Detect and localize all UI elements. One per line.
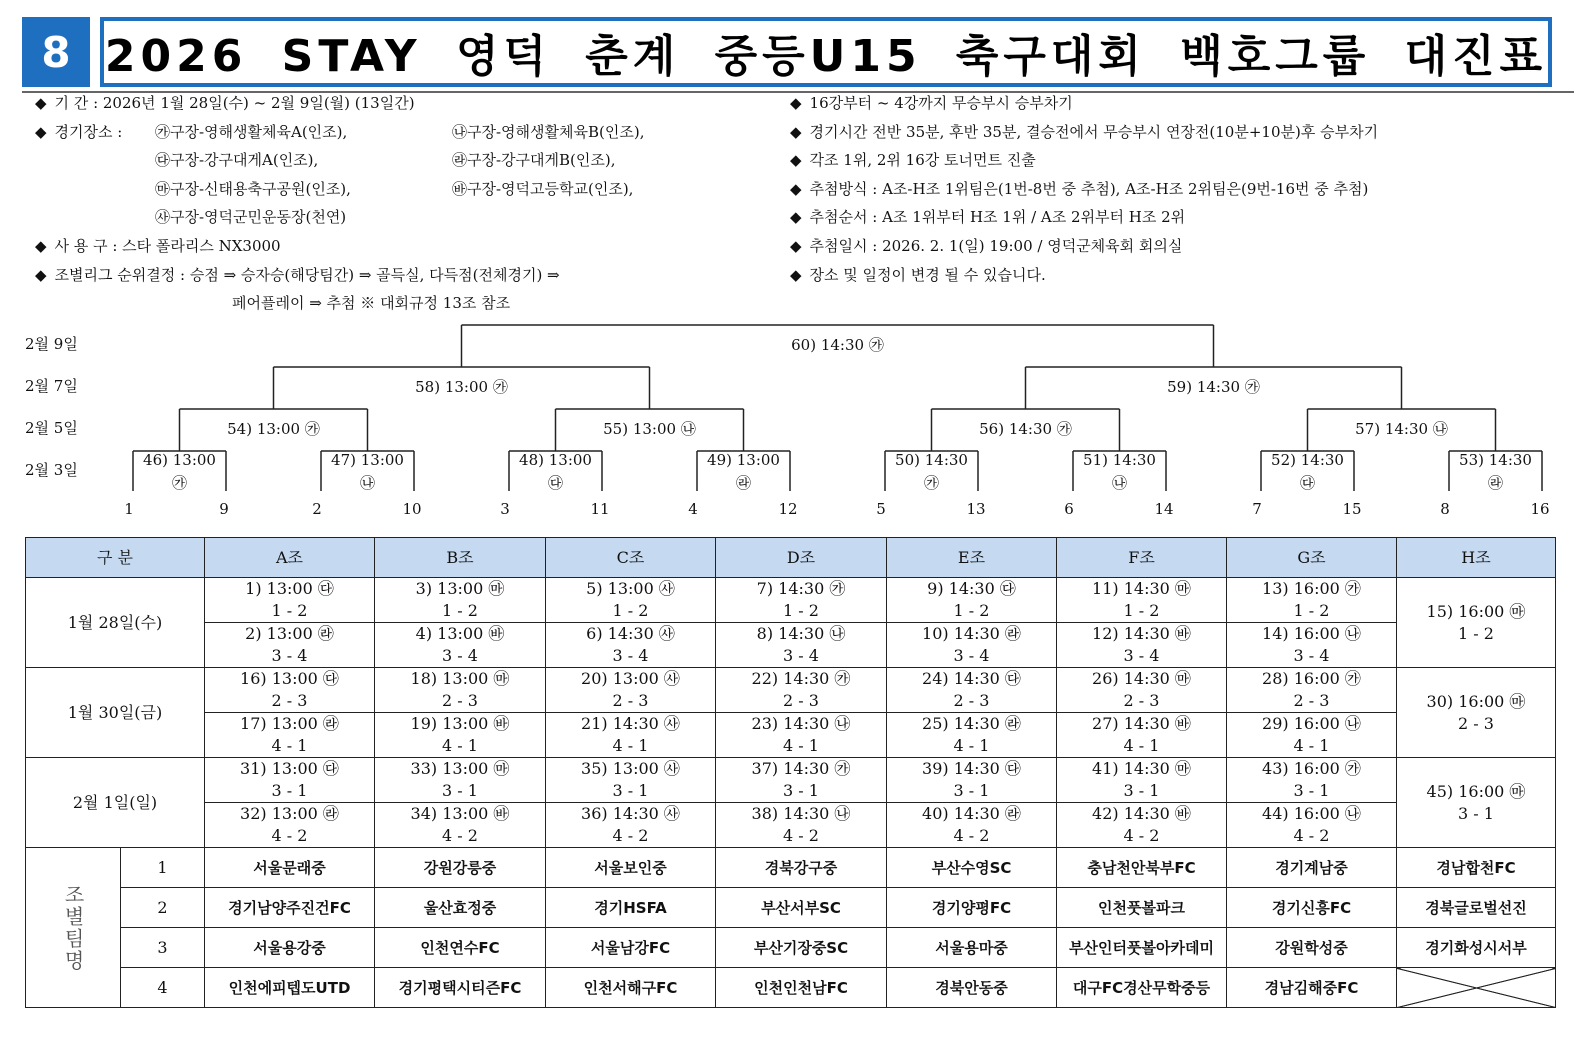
info-note [790,236,1182,256]
r16-venue-label: ㉰ [547,474,564,492]
info-text: 각조 1위, 2위 16강 토너먼트 진출 [809,151,1036,170]
match-cell [887,623,1057,668]
team-name: 경기평택시티즌FC [375,968,546,1008]
match-time: 39) 14:30 ㉰ [922,759,1021,778]
match-pairing: 3 - 4 [442,646,478,665]
match-cell [716,713,887,758]
match-pairing: 2 - 3 [612,691,649,710]
match-cell [1057,623,1227,668]
info-note [790,265,1046,285]
diamond-bullet-icon: ◆ [790,265,802,284]
group-header: G조 [1227,538,1397,578]
match-pairing: 4 - 2 [612,826,649,845]
venue-item [155,207,346,227]
match-pairing: 3 - 1 [953,781,990,800]
info-ranking [35,265,560,285]
match-cell-h [1397,758,1556,848]
seed-number: 15 [1342,500,1362,518]
match-cell [887,713,1057,758]
match-time: 22) 14:30 ㉮ [751,669,851,688]
match-pairing: 4 - 2 [1293,826,1330,845]
match-pairing: 1 - 2 [1458,623,1494,643]
match-pairing: 3 - 4 [953,646,990,665]
match-time: 16) 13:00 ㉰ [240,669,339,688]
teams-label: 조별팀명 [26,848,121,1008]
match-time: 36) 14:30 ㉴ [581,804,680,823]
match-cell [546,803,716,848]
sf-match-label: 59) 14:30 ㉮ [1167,378,1260,396]
match-pairing: 1 - 2 [1293,601,1330,620]
r16-match-label: 48) 13:00 [519,451,592,469]
info-venue-label [35,122,122,142]
match-row [26,668,1556,713]
match-time: 14) 16:00 ㉯ [1262,624,1361,643]
match-cell [1227,803,1397,848]
team-name: 인천에피텝도UTD [205,968,375,1008]
match-cell [205,623,375,668]
info-ranking-cont [232,293,510,313]
match-pairing: 4 - 1 [953,736,990,755]
team-name: 경기남양주진건FC [205,888,375,928]
match-pairing: 3 - 4 [612,646,649,665]
match-cell [375,758,546,803]
match-cell [205,668,375,713]
r16-match-label: 50) 14:30 [895,451,968,469]
team-name: 인천풋볼파크 [1057,888,1227,928]
match-time: 35) 13:00 ㉴ [581,759,680,778]
match-cell [1227,713,1397,758]
match-cell [716,578,887,623]
r16-venue-label: ㉱ [735,474,752,492]
venue-item [155,179,351,199]
team-row [26,888,1556,928]
match-row [26,758,1556,803]
match-cell [205,578,375,623]
match-cell [1057,758,1227,803]
info-text: 사 용 구 : 스타 폴라리스 NX3000 [54,237,281,255]
team-name: 경기계남중 [1227,848,1397,888]
match-pairing: 2 - 3 [783,691,819,710]
team-name: 인천서해구FC [546,968,716,1008]
match-pairing: 3 - 1 [1458,803,1494,823]
diamond-bullet-icon: ◆ [790,94,802,112]
match-cell [716,623,887,668]
diamond-bullet-icon: ◆ [790,179,802,198]
match-cell [1057,713,1227,758]
page-title-box [100,17,1552,87]
match-time: 12) 14:30 ㉳ [1092,624,1191,643]
team-name: 충남천안북부FC [1057,848,1227,888]
info-note [790,122,1378,142]
diamond-bullet-icon: ◆ [35,94,47,112]
seed-number: 16 [1530,500,1550,518]
match-pairing: 1 - 2 [612,601,649,620]
group-header: D조 [716,538,887,578]
match-time: 38) 14:30 ㉯ [751,804,851,823]
seed-number: 2 [312,500,322,518]
match-pairing: 3 - 4 [783,646,819,665]
diamond-bullet-icon: ◆ [35,237,47,255]
diamond-bullet-icon: ◆ [35,265,47,284]
group-schedule-table [25,537,1556,1008]
match-row [26,713,1556,758]
diamond-bullet-icon: ◆ [790,208,802,227]
match-cell [546,623,716,668]
match-time: 29) 16:00 ㉯ [1262,714,1361,733]
final-match-label: 60) 14:30 ㉮ [791,336,884,354]
match-pairing: 4 - 1 [1293,736,1330,755]
team-rank: 3 [121,928,205,968]
match-row [26,578,1556,623]
match-time: 25) 14:30 ㉱ [922,714,1021,733]
r16-venue-label: ㉮ [923,474,940,492]
r16-venue-label: ㉱ [1487,474,1504,492]
seed-number: 1 [124,500,134,518]
group-header: H조 [1397,538,1556,578]
match-cell [716,758,887,803]
match-time: 32) 13:00 ㉱ [240,804,339,823]
match-cell [887,578,1057,623]
match-pairing: 1 - 2 [953,601,990,620]
match-time: 19) 13:00 ㉳ [410,714,510,733]
team-name: 경북강구중 [716,848,887,888]
match-pairing: 3 - 4 [1293,646,1330,665]
info-note [790,179,1368,199]
match-time: 23) 14:30 ㉯ [751,714,851,733]
info-text: 추첨순서 : A조 1위부터 H조 1위 / A조 2위부터 H조 2위 [809,208,1186,227]
match-cell [546,578,716,623]
match-cell-h [1397,668,1556,758]
team-name: 경북글로벌선진 [1397,888,1556,928]
seed-number: 13 [966,500,986,518]
match-cell [1227,623,1397,668]
info-text: ㉲구장-신태용축구공원(인조), [155,179,351,198]
info-text: 장소 및 일정이 변경 될 수 있습니다. [809,265,1046,284]
r16-venue-label: ㉯ [359,474,376,492]
match-row [26,803,1556,848]
team-rank: 4 [121,968,205,1008]
team-name: 대구FC경산무학중등 [1057,968,1227,1008]
match-time: 31) 13:00 ㉰ [240,759,339,778]
match-cell [375,668,546,713]
match-time: 4) 13:00 ㉳ [415,624,505,643]
match-time: 8) 14:30 ㉯ [756,624,846,643]
team-name: 경남합천FC [1397,848,1556,888]
match-cell [1227,578,1397,623]
match-pairing: 3 - 1 [1293,781,1330,800]
match-cell [1227,668,1397,713]
info-text: 추첨방식 : A조-H조 1위팀은(1번-8번 중 추첨), A조-H조 2위팀은(9번-16번 중 추첨) [809,179,1369,198]
team-name: 서울용마중 [887,928,1057,968]
info-text: 조별리그 순위결정 : 승점 ⇒ 승자승(해당팀간) ⇒ 골득실, 다득점(전체경기) ⇒ [54,265,560,284]
r16-match-label: 53) 14:30 [1459,451,1532,469]
match-cell [887,803,1057,848]
team-name: 부산서부SC [716,888,887,928]
category-header: 구 분 [26,538,205,578]
qf-match-label: 54) 13:00 ㉮ [227,420,320,438]
match-time: 30) 16:00 ㉲ [1426,691,1526,711]
diamond-bullet-icon: ◆ [35,122,47,141]
match-date: 2월 1일(일) [26,758,205,848]
match-pairing: 1 - 2 [783,601,819,620]
r16-venue-label: ㉰ [1299,474,1316,492]
seed-number: 6 [1064,500,1074,518]
info-text: 경기장소 : [54,122,123,141]
match-cell [887,668,1057,713]
r16-venue-label: ㉮ [171,474,188,492]
match-time: 13) 16:00 ㉮ [1262,579,1361,598]
info-text: 기 간 : 2026년 1월 28일(수) ~ 2월 9일(월) (13일간) [54,94,415,112]
match-row [26,623,1556,668]
team-name: 서울보인중 [546,848,716,888]
match-pairing: 4 - 1 [271,736,308,755]
match-pairing: 2 - 3 [271,691,308,710]
tournament-bracket [0,315,1596,525]
team-name: 부산인터풋볼아카데미 [1057,928,1227,968]
round-date: 2월 7일 [25,377,78,395]
team-name: 경남김해중FC [1227,968,1397,1008]
venue-item [452,122,644,142]
match-cell [887,758,1057,803]
info-text: 경기시간 전반 35분, 후반 35분, 결승전에서 무승부시 연장전(10분+10분)후 승부차기 [809,122,1379,141]
match-pairing: 3 - 1 [612,781,649,800]
match-pairing: 3 - 4 [271,646,308,665]
round-date: 2월 9일 [25,335,78,353]
match-cell [1057,668,1227,713]
team-name: 경기화성시서부 [1397,928,1556,968]
info-ball [35,236,281,256]
info-text: ㉳구장-영덕고등학교(인조), [452,179,634,198]
info-text: 추첨일시 : 2026. 2. 1(일) 19:00 / 영덕군체육회 회의실 [809,237,1183,255]
seed-number: 9 [219,500,229,518]
page-title: 2026 STAY 영덕 춘계 중등U15 축구대회 백호그룹 대진표 [104,31,1548,82]
team-name: 경기양평FC [887,888,1057,928]
match-time: 21) 14:30 ㉴ [581,714,680,733]
match-time: 26) 14:30 ㉲ [1092,669,1191,688]
match-time: 43) 16:00 ㉮ [1262,759,1361,778]
match-time: 1) 13:00 ㉰ [245,579,334,598]
info-note [790,93,1073,113]
info-note [790,150,1036,170]
sf-match-label: 58) 13:00 ㉮ [415,378,508,396]
match-cell [716,803,887,848]
team-name: 경기신흥FC [1227,888,1397,928]
group-header: C조 [546,538,716,578]
diamond-bullet-icon: ◆ [790,151,802,170]
group-header: A조 [205,538,375,578]
match-time: 6) 14:30 ㉴ [586,624,675,643]
match-pairing: 4 - 2 [271,826,308,845]
match-cell [205,713,375,758]
seed-number: 10 [402,500,422,518]
match-time: 7) 14:30 ㉮ [756,579,846,598]
match-cell [716,668,887,713]
match-pairing: 3 - 1 [442,781,478,800]
match-time: 3) 13:00 ㉲ [415,579,505,598]
team-name: 인천연수FC [375,928,546,968]
venue-item [452,179,633,199]
group-header: B조 [375,538,546,578]
match-pairing: 2 - 3 [953,691,990,710]
match-cell [546,668,716,713]
match-date: 1월 28일(수) [26,578,205,668]
match-cell [1227,758,1397,803]
seed-number: 3 [500,500,510,518]
match-pairing: 1 - 2 [271,601,308,620]
match-cell [546,713,716,758]
match-cell [375,803,546,848]
match-cell [546,758,716,803]
diamond-bullet-icon: ◆ [790,122,802,141]
diamond-bullet-icon: ◆ [790,237,802,255]
match-time: 44) 16:00 ㉯ [1262,804,1361,823]
team-name: 울산효정중 [375,888,546,928]
match-time: 11) 14:30 ㉲ [1092,579,1191,598]
round-date: 2월 3일 [25,461,78,479]
match-pairing: 4 - 2 [783,826,819,845]
qf-match-label: 57) 14:30 ㉯ [1355,420,1448,438]
match-cell [1057,578,1227,623]
team-name: 서울용강중 [205,928,375,968]
team-name: 부산수영SC [887,848,1057,888]
match-time: 42) 14:30 ㉳ [1092,804,1191,823]
venue-item [452,150,615,170]
match-pairing: 4 - 2 [953,826,990,845]
match-cell-h [1397,578,1556,668]
match-time: 18) 13:00 ㉲ [410,669,510,688]
team-name: 경북안동중 [887,968,1057,1008]
r16-match-label: 51) 14:30 [1083,451,1156,469]
page-number-badge: 8 [22,17,90,87]
match-cell [375,713,546,758]
seed-number: 4 [688,500,698,518]
match-date: 1월 30일(금) [26,668,205,758]
venue-item [155,122,347,142]
match-pairing: 4 - 2 [442,826,478,845]
match-pairing: 4 - 1 [442,736,478,755]
team-name: 서울남강FC [546,928,716,968]
team-row [26,848,1556,888]
match-pairing: 3 - 1 [783,781,819,800]
team-name: 경기HSFA [546,888,716,928]
qf-match-label: 56) 14:30 ㉮ [979,420,1072,438]
match-time: 27) 14:30 ㉳ [1092,714,1191,733]
info-text: ㉯구장-영해생활체육B(인조), [452,122,645,141]
team-rank: 1 [121,848,205,888]
seed-number: 11 [590,500,610,518]
match-cell [205,758,375,803]
table-header-row [26,538,1556,578]
match-pairing: 4 - 1 [1123,736,1160,755]
team-rank: 2 [121,888,205,928]
match-pairing: 2 - 3 [1458,713,1494,733]
match-cell [205,803,375,848]
match-pairing: 3 - 1 [271,781,308,800]
info-text: ㉴구장-영덕군민운동장(천연) [155,208,347,227]
seed-number: 12 [778,500,798,518]
match-cell [375,578,546,623]
match-time: 28) 16:00 ㉮ [1262,669,1361,688]
info-note [790,207,1185,227]
info-period [35,93,415,113]
r16-match-label: 47) 13:00 [331,451,404,469]
info-text: ㉱구장-강구대게B(인조), [452,151,616,170]
match-pairing: 2 - 3 [442,691,478,710]
match-pairing: 4 - 2 [1123,826,1160,845]
match-time: 34) 13:00 ㉳ [410,804,510,823]
match-time: 37) 14:30 ㉮ [751,759,851,778]
seed-number: 7 [1252,500,1262,518]
match-pairing: 4 - 1 [783,736,819,755]
info-text: 페어플레이 ⇒ 추첨 ※ 대회규정 13조 참조 [232,294,511,313]
team-name: 강원강릉중 [375,848,546,888]
seed-number: 5 [876,500,886,518]
info-text: 16강부터 ~ 4강까지 무승부시 승부차기 [809,94,1073,112]
seed-number: 14 [1154,500,1174,518]
r16-match-label: 46) 13:00 [143,451,216,469]
group-header: F조 [1057,538,1227,578]
match-time: 9) 14:30 ㉰ [927,579,1016,598]
match-time: 45) 16:00 ㉲ [1426,781,1526,801]
match-time: 10) 14:30 ㉱ [922,624,1021,643]
r16-venue-label: ㉯ [1111,474,1128,492]
match-time: 20) 13:00 ㉴ [581,669,680,688]
venue-item [155,150,318,170]
team-name: 서울문래중 [205,848,375,888]
match-pairing: 3 - 4 [1123,646,1160,665]
match-pairing: 2 - 3 [1123,691,1160,710]
r16-match-label: 49) 13:00 [707,451,780,469]
team-name: 강원학성중 [1227,928,1397,968]
round-date: 2월 5일 [25,419,78,437]
r16-match-label: 52) 14:30 [1271,451,1344,469]
match-pairing: 2 - 3 [1293,691,1330,710]
team-name: 부산기장중SC [716,928,887,968]
match-pairing: 4 - 1 [612,736,649,755]
info-text: ㉰구장-강구대게A(인조), [155,151,319,170]
team-name: 인천인천남FC [716,968,887,1008]
seed-number: 8 [1440,500,1450,518]
empty-slot [1397,968,1556,1008]
match-cell [1057,803,1227,848]
match-time: 5) 13:00 ㉴ [586,579,675,598]
qf-match-label: 55) 13:00 ㉯ [603,420,696,438]
info-text: ㉮구장-영해생활체육A(인조), [155,122,348,141]
match-pairing: 3 - 1 [1123,781,1160,800]
match-time: 15) 16:00 ㉲ [1426,601,1526,621]
match-cell [375,623,546,668]
team-row [26,968,1556,1008]
match-time: 40) 14:30 ㉱ [922,804,1021,823]
match-time: 41) 14:30 ㉲ [1092,759,1191,778]
match-time: 2) 13:00 ㉱ [245,624,334,643]
match-time: 24) 14:30 ㉰ [922,669,1021,688]
match-pairing: 1 - 2 [442,601,478,620]
team-row [26,928,1556,968]
match-time: 17) 13:00 ㉱ [240,714,339,733]
match-time: 33) 13:00 ㉲ [410,759,510,778]
group-header: E조 [887,538,1057,578]
match-pairing: 1 - 2 [1123,601,1160,620]
